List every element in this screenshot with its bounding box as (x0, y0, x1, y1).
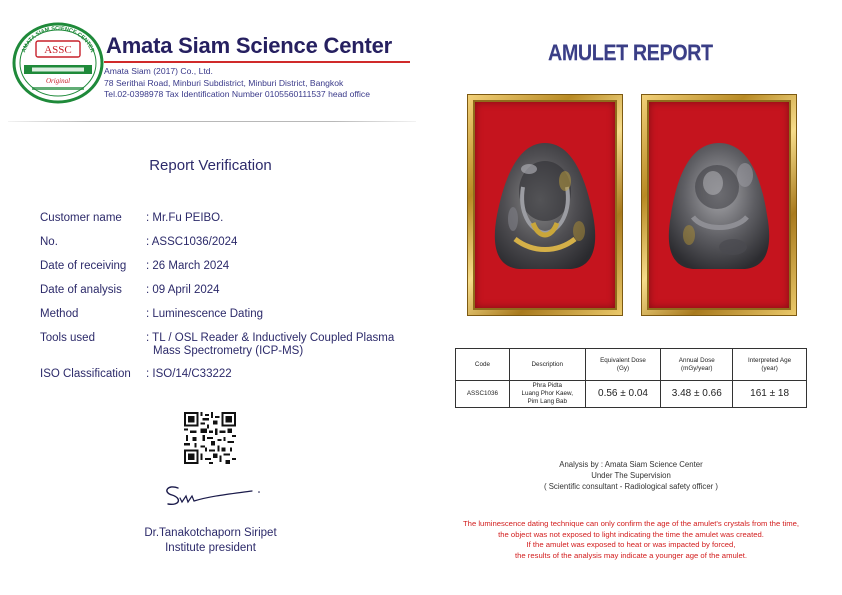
disclaimer-line: the object was not exposed to light indicating the time the amulet was created. (498, 529, 764, 539)
col-annual-dose: Annual Dose (mGy/year) (661, 349, 733, 381)
amulet-back-image (663, 135, 775, 275)
company-contact: Tel.02-0398978 Tax Identification Number 0105560111537 head office (104, 89, 370, 99)
amulet-front-photo (467, 94, 623, 316)
field-value: : Mr.Fu PEIBO. (146, 212, 224, 224)
analysis-supervision: Under The Supervision (591, 471, 671, 480)
signer-title: Institute president (165, 542, 256, 554)
company-name: Amata Siam Science Center (106, 33, 393, 58)
analysis-consultant: ( Scientific consultant - Radiological safety officer ) (543, 482, 719, 491)
col-interpreted-age: Interpreted Age (year) (733, 349, 807, 381)
logo-brand: Original (45, 77, 71, 85)
field-value (146, 332, 394, 358)
report-verification-title: Report Verification (149, 157, 272, 174)
results-table (455, 348, 807, 408)
header-divider (8, 121, 416, 122)
table-header-row (456, 349, 807, 381)
disclaimer-line: If the amulet was exposed to heat or was impacted by forced, (526, 540, 736, 550)
company-info (104, 66, 370, 101)
tools-line-1: : TL / OSL Reader & Inductively Coupled Plasma (146, 332, 395, 344)
amulet-report-title: AMULET REPORT (548, 40, 713, 65)
analysis-by: Analysis by : Amata Siam Science Center (559, 460, 703, 469)
amulet-back-photo (641, 94, 797, 316)
company-address: 78 Serithai Road, Minburi Subdistrict, Minburi District, Bangkok (104, 77, 344, 88)
qr-code[interactable] (184, 412, 236, 464)
field-label: No. (40, 236, 58, 248)
field-label: Customer name (40, 212, 122, 224)
field-label: Method (40, 308, 79, 320)
field-label: Date of analysis (40, 284, 122, 296)
disclaimer-line: the results of the analysis may indicate a younger age of the amulet. (514, 550, 748, 560)
cell-code: ASSC1036 (456, 381, 510, 408)
table-row (456, 381, 807, 408)
field-label: Tools used (40, 332, 95, 344)
disclaimer (430, 519, 832, 561)
amulet-front-image (489, 135, 601, 275)
cell-equivalent-dose: 0.56 ± 0.04 (585, 381, 661, 408)
company-underline (104, 61, 410, 63)
logo-ring-text: AMATA SIAM SCIENCE CENTER (21, 25, 95, 54)
signer-name: Dr.Tanakotchaporn Siripet (144, 527, 277, 539)
tools-line-2: Mass Spectrometry (ICP-MS) (153, 345, 304, 357)
cell-age: 161 ± 18 (733, 381, 807, 408)
company-logo (12, 22, 104, 104)
disclaimer-line: The luminescence dating technique can only confirm the age of the amulet's crystals from the time, (462, 519, 800, 528)
field-value: : Luminescence Dating (146, 308, 263, 320)
field-value: : ISO/14/C33222 (146, 368, 232, 380)
col-code: Code (456, 349, 510, 381)
cell-description: Phra Pidta Luang Phor Kaew, Pim Lang Bab (509, 381, 585, 408)
cell-annual-dose: 3.48 ± 0.66 (661, 381, 733, 408)
logo-text: ASSC (44, 44, 72, 56)
field-value: : 09 April 2024 (146, 284, 220, 296)
field-value: : 26 March 2024 (146, 260, 230, 272)
col-description: Description (509, 349, 585, 381)
field-value: : ASSC1036/2024 (146, 236, 238, 248)
field-label: ISO Classification (40, 368, 131, 380)
col-equivalent-dose: Equivalent Dose (Gy) (585, 349, 661, 381)
signature (160, 482, 264, 510)
company-legal-name: Amata Siam (2017) Co., Ltd. (104, 66, 213, 76)
field-label: Date of receiving (40, 260, 127, 272)
